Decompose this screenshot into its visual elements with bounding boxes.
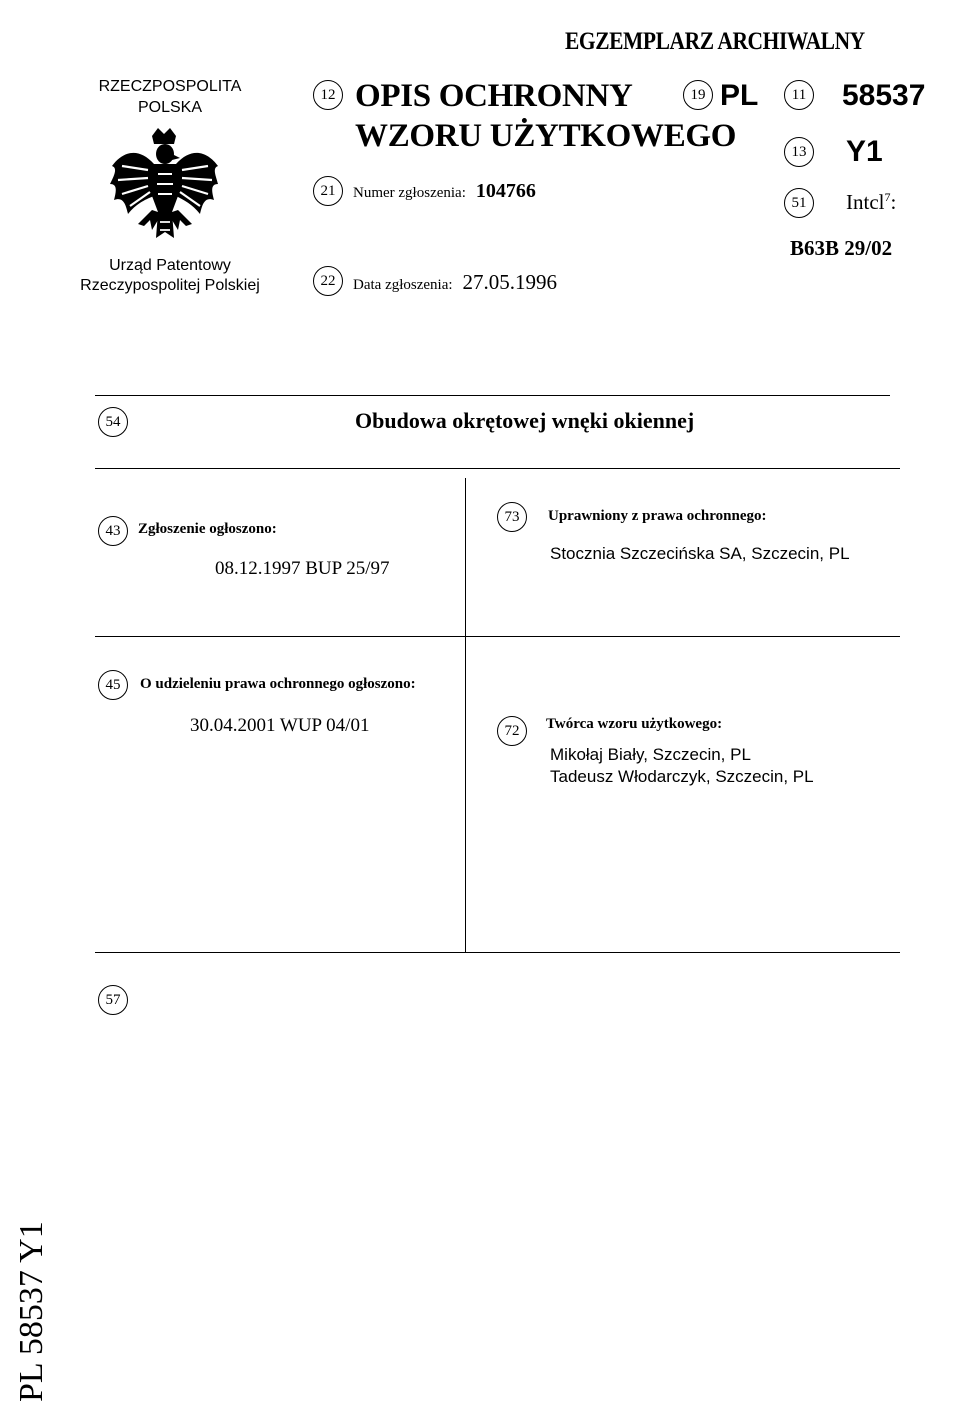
patent-number: 58537 [842, 79, 926, 112]
inid-code-13-icon: 13 [784, 137, 814, 167]
archive-stamp: EGZEMPLARZ ARCHIWALNY [565, 28, 865, 55]
grant-value: 30.04.2001 WUP 04/01 [190, 715, 370, 736]
ipc-value: B63B 29/02 [790, 236, 893, 260]
inid-code-12-icon: 12 [313, 80, 343, 110]
patent-office [40, 256, 300, 296]
inid-code-19-icon: 19 [683, 80, 713, 110]
utility-model-title: Obudowa okrętowej wnęki okiennej [355, 408, 695, 433]
inid-code-11-icon: 11 [784, 80, 814, 110]
filing-date-value: 27.05.1996 [462, 270, 558, 294]
divider-bottom [95, 952, 900, 953]
owner-value: Stocznia Szczecińska SA, Szczecin, PL [550, 544, 850, 563]
ipc-label-suffix: : [890, 190, 897, 214]
document-type-line1: OPIS OCHRONNY [355, 78, 633, 114]
column-divider [465, 478, 466, 952]
polish-eagle-emblem-icon [108, 126, 220, 244]
application-number-label: Numer zgłoszenia: [353, 185, 466, 201]
country-line2: POLSKA [137, 99, 203, 116]
side-label: PL 58537 Y1 [13, 1221, 50, 1402]
creators-label: Twórca wzoru użytkowego: [546, 716, 723, 732]
divider-title [95, 468, 900, 469]
inid-code-73-icon: 73 [497, 502, 527, 532]
inid-code-21-icon: 21 [313, 176, 343, 206]
inid-code-22-icon: 22 [313, 266, 343, 296]
document-type-line2: WZORU UŻYTKOWEGO [355, 118, 737, 154]
ipc-label [846, 190, 896, 215]
ipc-label-text: Intcl [846, 190, 885, 214]
published-value: 08.12.1997 BUP 25/97 [215, 558, 390, 579]
application-number [353, 180, 536, 203]
country-name [60, 76, 280, 118]
published-label: Zgłoszenie ogłoszono: [138, 521, 277, 537]
creator-name: Tadeusz Włodarczyk, Szczecin, PL [550, 767, 814, 786]
inid-code-43-icon: 43 [98, 516, 128, 546]
office-line1: Urząd Patentowy [109, 257, 231, 274]
owner-label: Uprawniony z prawa ochronnego: [548, 508, 767, 524]
country-line1: RZECZPOSPOLITA [98, 78, 242, 95]
country-code: PL [720, 79, 759, 112]
application-number-value: 104766 [475, 180, 536, 202]
inid-code-45-icon: 45 [98, 670, 128, 700]
divider-middle [95, 636, 900, 637]
inid-code-57-icon: 57 [98, 985, 128, 1015]
filing-date [353, 270, 557, 295]
creator-name: Mikołaj Biały, Szczecin, PL [550, 745, 751, 764]
kind-code: Y1 [846, 135, 883, 168]
creators-list [550, 744, 814, 788]
office-line2: Rzeczypospolitej Polskiej [80, 277, 260, 294]
inid-code-54-icon: 54 [98, 407, 128, 437]
inid-code-51-icon: 51 [784, 188, 814, 218]
ipc-label-sup: 7 [884, 190, 891, 204]
filing-date-label: Data zgłoszenia: [353, 277, 453, 293]
grant-label: O udzieleniu prawa ochronnego ogłoszono: [140, 676, 416, 692]
document-type [355, 76, 736, 156]
divider-top [95, 395, 890, 396]
inid-code-72-icon: 72 [497, 716, 527, 746]
